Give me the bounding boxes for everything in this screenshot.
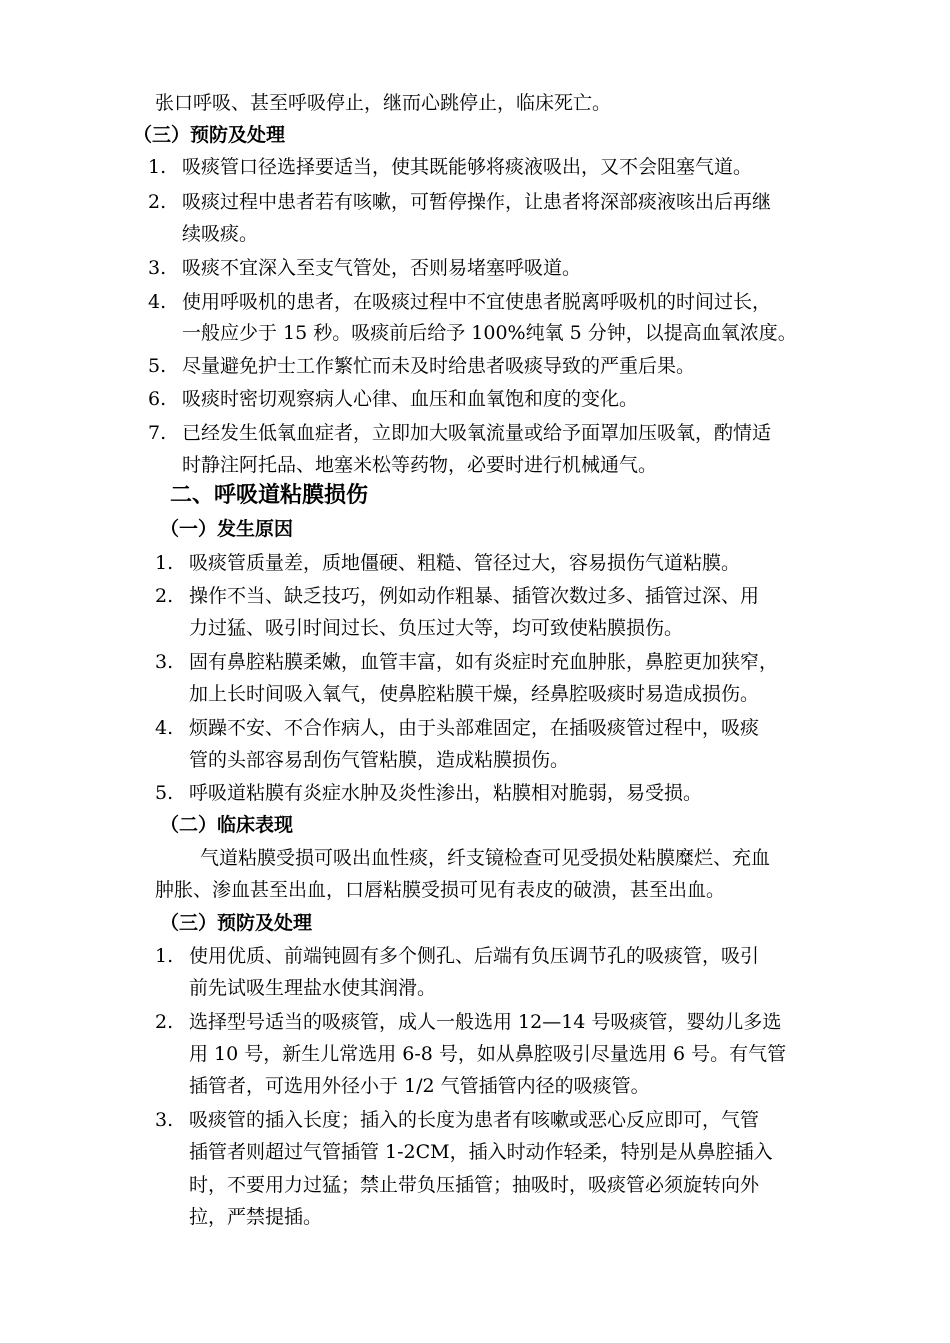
list-item: 1. 吸痰管口径选择要适当，使其既能够将痰液吸出，又不会阻塞气道。	[148, 156, 753, 178]
list-item-continuation: 用 10 号，新生儿常选用 6-8 号，如从鼻腔吸引尽量选用 6 号。有气管	[189, 1043, 787, 1065]
list-item-continuation: 管的头部容易刮伤气管粘膜，造成粘膜损伤。	[189, 749, 570, 771]
list-item: 4. 烦躁不安、不合作病人，由于头部难固定，在插吸痰管过程中，吸痰	[155, 717, 760, 739]
list-item: 1. 使用优质、前端钝圆有多个侧孔、后端有负压调节孔的吸痰管，吸引	[155, 945, 760, 967]
clinical-paragraph-line: 气道粘膜受损可吸出血性痰，纤支镜检查可见受损处粘膜糜烂、充血	[200, 847, 771, 869]
list-item-continuation: 时，不要用力过猛；禁止带负压插管；抽吸时，吸痰管必须旋转向外	[189, 1174, 760, 1196]
list-item-continuation: 前先试吸生理盐水使其润滑。	[189, 977, 437, 999]
clinical-heading: （二）临床表现	[160, 814, 294, 836]
list-item-continuation: 时静注阿托品、地塞米松等药物，必要时进行机械通气。	[182, 454, 658, 476]
carry-over-line: 张口呼吸、甚至呼吸停止，继而心跳停止，临床死亡。	[155, 92, 612, 114]
list-item: 2. 操作不当、缺乏技巧，例如动作粗暴、插管次数过多、插管过深、用	[155, 585, 760, 607]
clinical-paragraph-line: 肿胀、渗血甚至出血，口唇粘膜受损可见有表皮的破溃，甚至出血。	[155, 879, 726, 901]
list-item: 2. 选择型号适当的吸痰管，成人一般选用 12—14 号吸痰管，婴幼儿多选	[155, 1011, 782, 1033]
list-item: 7. 已经发生低氧血症者，立即加大吸氧流量或给予面罩加压吸氧，酌情适	[148, 422, 772, 444]
list-item: 5. 尽量避免护士工作繁忙而未及时给患者吸痰导致的严重后果。	[148, 355, 696, 377]
list-item: 4. 使用呼吸机的患者，在吸痰过程中不宜使患者脱离呼吸机的时间过长，	[148, 291, 772, 313]
list-item: 5. 呼吸道粘膜有炎症水肿及炎性渗出，粘膜相对脆弱，易受损。	[155, 782, 703, 804]
list-item-continuation: 力过猛、吸引时间过长、负压过大等，均可致使粘膜损伤。	[189, 617, 684, 639]
cause-heading: （一）发生原因	[160, 518, 294, 540]
section2-prevention-heading: （三）预防及处理	[160, 912, 313, 934]
list-item: 3. 固有鼻腔粘膜柔嫩，血管丰富，如有炎症时充血肿胀，鼻腔更加狭窄，	[155, 651, 779, 673]
list-item: 3. 吸痰管的插入长度；插入的长度为患者有咳嗽或恶心反应即可，气管	[155, 1109, 760, 1131]
list-item-continuation: 拉，严禁提插。	[189, 1206, 323, 1228]
list-item-continuation: 加上长时间吸入氧气，使鼻腔粘膜干燥，经鼻腔吸痰时易造成损伤。	[189, 683, 760, 705]
list-item-continuation: 插管者，可选用外径小于 1/2 气管插管内径的吸痰管。	[189, 1075, 650, 1097]
section2-title: 二、呼吸道粘膜损伤	[170, 483, 369, 508]
list-item-continuation: 插管者则超过气管插管 1-2CM，插入时动作轻柔，特别是从鼻腔插入	[189, 1141, 773, 1163]
list-item-continuation: 续吸痰。	[182, 223, 259, 245]
section1-prevention-heading: （三）预防及处理	[133, 124, 286, 146]
list-item: 6. 吸痰时密切观察病人心律、血压和血氧饱和度的变化。	[148, 388, 639, 410]
list-item: 2. 吸痰过程中患者若有咳嗽，可暂停操作，让患者将深部痰液咳出后再继	[148, 191, 772, 213]
list-item-continuation: 一般应少于 15 秒。吸痰前后给予 100%纯氧 5 分钟，以提高血氧浓度。	[182, 322, 797, 344]
list-item: 1. 吸痰管质量差，质地僵硬、粗糙、管径过大，容易损伤气道粘膜。	[155, 552, 741, 574]
list-item: 3. 吸痰不宜深入至支气管处，否则易堵塞呼吸道。	[148, 257, 582, 279]
